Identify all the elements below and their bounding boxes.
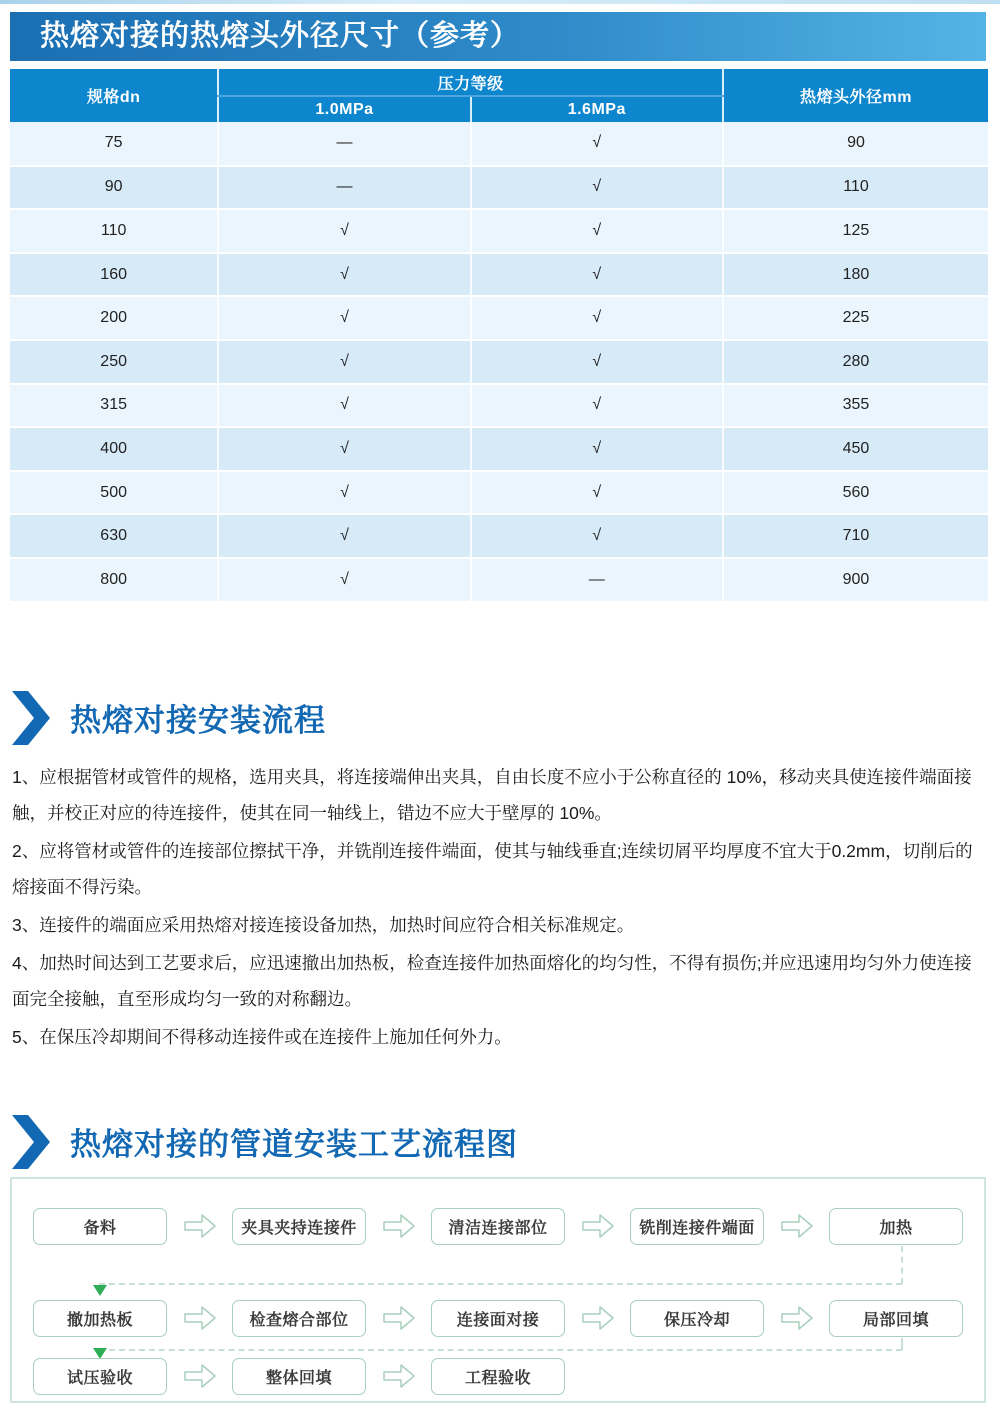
cell-p10: √	[218, 471, 470, 515]
install-step-5: 5、在保压冷却期间不得移动连接件或在连接件上施加任何外力。	[12, 1026, 512, 1047]
cell-p10: √	[218, 209, 470, 253]
table-row	[10, 427, 988, 471]
cell-p10: —	[218, 166, 470, 210]
flow-step: 工程验收	[431, 1358, 565, 1395]
col-header-pressure-group: 压力等级	[218, 69, 723, 96]
flowchart	[10, 1177, 986, 1403]
cell-od: 355	[723, 384, 988, 428]
chevron-right-icon	[12, 1115, 50, 1169]
col-header-od: 热熔头外径mm	[723, 69, 988, 122]
spec-table-header	[10, 69, 988, 122]
cell-dn: 200	[10, 296, 218, 340]
page-title: 热熔对接的热熔头外径尺寸（参考）	[40, 20, 521, 52]
cell-dn: 315	[10, 384, 218, 428]
flow-step: 清洁连接部位	[431, 1208, 565, 1245]
install-steps-text	[12, 759, 988, 1055]
flow-step: 铣削连接件端面	[630, 1208, 764, 1245]
arrow-down-icon	[93, 1285, 107, 1296]
block-arrow-right-icon	[182, 1211, 218, 1241]
cell-p16: √	[471, 122, 723, 166]
install-step-2: 2、应将管材或管件的连接部位擦拭干净，并铣削连接件端面，使其与轴线垂直;连续切屑平均厚度不宜大于0.2mm，切削后的熔接面不得污染。	[12, 840, 973, 897]
table-row	[10, 558, 988, 602]
cell-od: 710	[723, 514, 988, 558]
block-arrow-right-icon	[580, 1303, 616, 1333]
cell-dn: 160	[10, 253, 218, 297]
cell-od: 110	[723, 166, 988, 210]
cell-dn: 110	[10, 209, 218, 253]
flow-step: 连接面对接	[431, 1300, 565, 1337]
cell-p16: √	[471, 209, 723, 253]
block-arrow-right-icon	[779, 1211, 815, 1241]
section-flow-title-row	[12, 1115, 1000, 1169]
chevron-right-icon	[12, 691, 50, 745]
cell-p10: √	[218, 340, 470, 384]
cell-p16: √	[471, 296, 723, 340]
flow-connector-line	[901, 1246, 903, 1284]
cell-od: 900	[723, 558, 988, 602]
section-flow-title: 热熔对接的管道安装工艺流程图	[70, 1127, 518, 1163]
cell-p16: √	[471, 340, 723, 384]
cell-p10: √	[218, 558, 470, 602]
block-arrow-right-icon	[381, 1211, 417, 1241]
top-accent-strip	[0, 0, 1000, 4]
cell-dn: 250	[10, 340, 218, 384]
flow-step: 撤加热板	[33, 1300, 167, 1337]
cell-od: 280	[723, 340, 988, 384]
flow-step: 备料	[33, 1208, 167, 1245]
cell-p10: √	[218, 514, 470, 558]
section-install-title: 热熔对接安装流程	[70, 703, 326, 739]
cell-p10: √	[218, 384, 470, 428]
table-row	[10, 471, 988, 515]
col-header-spec: 规格dn	[10, 69, 218, 122]
cell-p16: √	[471, 166, 723, 210]
section-install-title-row	[12, 691, 1000, 745]
table-row	[10, 122, 988, 166]
cell-p10: √	[218, 427, 470, 471]
col-header-1.0mpa: 1.0MPa	[218, 96, 470, 122]
flow-step: 试压验收	[33, 1358, 167, 1395]
cell-dn: 400	[10, 427, 218, 471]
block-arrow-right-icon	[182, 1303, 218, 1333]
flow-step: 检查熔合部位	[232, 1300, 366, 1337]
cell-dn: 90	[10, 166, 218, 210]
cell-p16: √	[471, 514, 723, 558]
flow-step: 加热	[829, 1208, 963, 1245]
block-arrow-right-icon	[779, 1303, 815, 1333]
cell-p16: —	[471, 558, 723, 602]
flow-connector-line	[99, 1283, 902, 1285]
cell-od: 90	[723, 122, 988, 166]
cell-p10: —	[218, 122, 470, 166]
table-row	[10, 209, 988, 253]
flow-step: 局部回填	[829, 1300, 963, 1337]
table-row	[10, 340, 988, 384]
cell-od: 450	[723, 427, 988, 471]
cell-dn: 75	[10, 122, 218, 166]
table-row	[10, 296, 988, 340]
cell-p16: √	[471, 471, 723, 515]
cell-p16: √	[471, 384, 723, 428]
flow-row-2	[33, 1300, 963, 1337]
cell-od: 180	[723, 253, 988, 297]
cell-od: 225	[723, 296, 988, 340]
cell-dn: 500	[10, 471, 218, 515]
cell-dn: 630	[10, 514, 218, 558]
install-step-1: 1、应根据管材或管件的规格，选用夹具，将连接端伸出夹具，自由长度不应小于公称直径的 10%，移动夹具使连接件端面接触，并校正对应的待连接件，使其在同一轴线上，错边不应大于壁厚的 10%。	[12, 766, 972, 823]
flow-step: 夹具夹持连接件	[232, 1208, 366, 1245]
cell-p10: √	[218, 253, 470, 297]
block-arrow-right-icon	[381, 1303, 417, 1333]
install-step-4: 4、加热时间达到工艺要求后，应迅速撤出加热板，检查连接件加热面熔化的均匀性，不得有损伤;并应迅速用均匀外力使连接面完全接触，直至形成均匀一致的对称翻边。	[12, 952, 972, 1009]
install-step-3: 3、连接件的端面应采用热熔对接连接设备加热，加热时间应符合相关标准规定。	[12, 914, 635, 935]
flow-connector-line	[99, 1349, 902, 1351]
table-row	[10, 166, 988, 210]
block-arrow-right-icon	[580, 1211, 616, 1241]
cell-od: 560	[723, 471, 988, 515]
cell-p16: √	[471, 427, 723, 471]
table-row	[10, 514, 988, 558]
block-arrow-right-icon	[381, 1361, 417, 1391]
table-row	[10, 384, 988, 428]
cell-dn: 800	[10, 558, 218, 602]
flow-step: 整体回填	[232, 1358, 366, 1395]
cell-p16: √	[471, 253, 723, 297]
flow-row-1	[33, 1208, 963, 1245]
block-arrow-right-icon	[182, 1361, 218, 1391]
flow-row-3	[33, 1358, 963, 1395]
page-title-banner	[10, 12, 986, 61]
cell-p10: √	[218, 296, 470, 340]
col-header-1.6mpa: 1.6MPa	[471, 96, 723, 122]
table-row	[10, 253, 988, 297]
spec-table	[10, 69, 988, 603]
flow-step: 保压冷却	[630, 1300, 764, 1337]
cell-od: 125	[723, 209, 988, 253]
